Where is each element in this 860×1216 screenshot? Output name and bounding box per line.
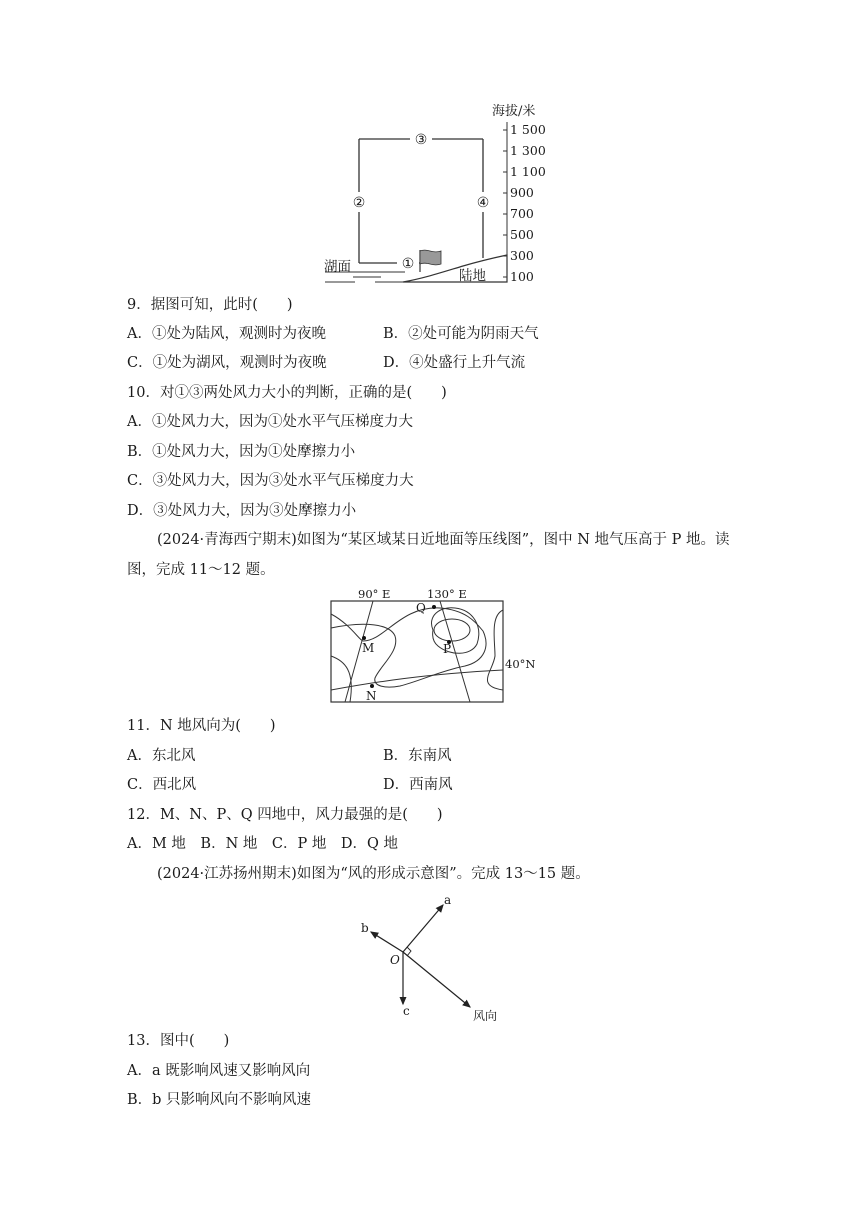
intro-13-15: (2024·江苏扬州期末)如图为“风的形成示意图”。完成 13～15 题。 <box>157 866 590 882</box>
label-c: c <box>403 1004 410 1018</box>
marker-1: ① <box>401 256 415 272</box>
isobars <box>331 608 503 702</box>
point-n: N <box>366 689 377 703</box>
intro-11-12-line2: 图，完成 11～12 题。 <box>127 562 275 578</box>
wind-force-diagram <box>355 890 515 1025</box>
map-frame <box>331 601 503 702</box>
tick-label: 300 <box>510 248 534 263</box>
isobar-map <box>325 586 540 708</box>
vector-b <box>371 932 403 952</box>
marker-4: ④ <box>476 195 490 211</box>
q9-option-a: A．①处为陆风，观测时为夜晚 <box>127 326 326 342</box>
point-q: Q <box>416 601 426 615</box>
q11-option-d: D．西南风 <box>383 777 453 793</box>
q11-option-c: C．西北风 <box>127 777 197 793</box>
q10-option-c: C．③处风力大，因为③处水平气压梯度力大 <box>127 473 414 489</box>
q9-option-c: C．①处为湖风，观测时为夜晚 <box>127 355 327 371</box>
q13-option-a: A．a 既影响风速又影响风向 <box>127 1063 311 1079</box>
axis-title: 海拔/米 <box>492 104 536 119</box>
point-m: M <box>362 641 375 655</box>
flag-icon <box>420 250 441 272</box>
label-origin: O <box>390 953 400 967</box>
vector-a <box>403 905 443 952</box>
force-vectors <box>371 905 470 1007</box>
latitude-40n <box>331 670 503 690</box>
tick-label: 500 <box>510 227 534 242</box>
tick-label: 100 <box>510 269 534 284</box>
lake-label: 湖面 <box>324 259 351 275</box>
land-label: 陆地 <box>459 268 486 284</box>
q12-stem: 12．M、N、P、Q 四地中，风力最强的是( ) <box>127 807 443 823</box>
lon-90e: 90° E <box>358 587 391 601</box>
q13-stem: 13．图中( ) <box>127 1033 230 1049</box>
tick-label: 900 <box>510 185 534 200</box>
marker-2: ② <box>352 195 366 211</box>
q12-options: A．M 地 B．N 地 C．P 地 D．Q 地 <box>127 836 398 852</box>
tick-label: 700 <box>510 206 534 221</box>
circulation-loop <box>359 139 483 263</box>
label-b: b <box>361 921 369 935</box>
q10-stem: 10．对①③两处风力大小的判断，正确的是( ) <box>127 385 447 401</box>
tick-label: 1 500 <box>510 122 546 137</box>
q13-option-b: B．b 只影响风向不影响风速 <box>127 1092 312 1108</box>
label-a: a <box>444 893 452 907</box>
q11-option-b: B．东南风 <box>383 748 452 764</box>
tick-label: 1 300 <box>510 143 546 158</box>
land-profile <box>403 255 507 282</box>
q10-option-b: B．①处风力大，因为①处摩擦力小 <box>127 444 356 460</box>
point-p: P <box>443 642 452 656</box>
q11-option-a: A．东北风 <box>127 748 196 764</box>
point-markers <box>362 605 451 688</box>
right-angle-mark <box>407 947 411 956</box>
q11-stem: 11．N 地风向为( ) <box>127 718 276 734</box>
marker-3: ③ <box>414 132 428 148</box>
q9-option-d: D．④处盛行上升气流 <box>383 355 526 371</box>
q10-option-a: A．①处风力大，因为①处水平气压梯度力大 <box>127 414 413 430</box>
lat-40n: 40°N <box>505 657 536 671</box>
q10-option-d: D．③处风力大，因为③处摩擦力小 <box>127 503 357 519</box>
vector-wind <box>403 952 470 1007</box>
tick-label: 1 100 <box>510 164 546 179</box>
lake-breeze-diagram <box>315 100 550 290</box>
q9-stem: 9．据图可知，此时( ) <box>127 297 293 313</box>
intro-11-12-line1: (2024·青海西宁期末)如图为“某区域某日近地面等压线图”，图中 N 地气压高于 P 地。读 <box>157 532 730 548</box>
lon-130e: 130° E <box>427 587 467 601</box>
q9-option-b: B．②处可能为阴雨天气 <box>383 326 539 342</box>
label-wind: 风向 <box>473 1009 498 1023</box>
